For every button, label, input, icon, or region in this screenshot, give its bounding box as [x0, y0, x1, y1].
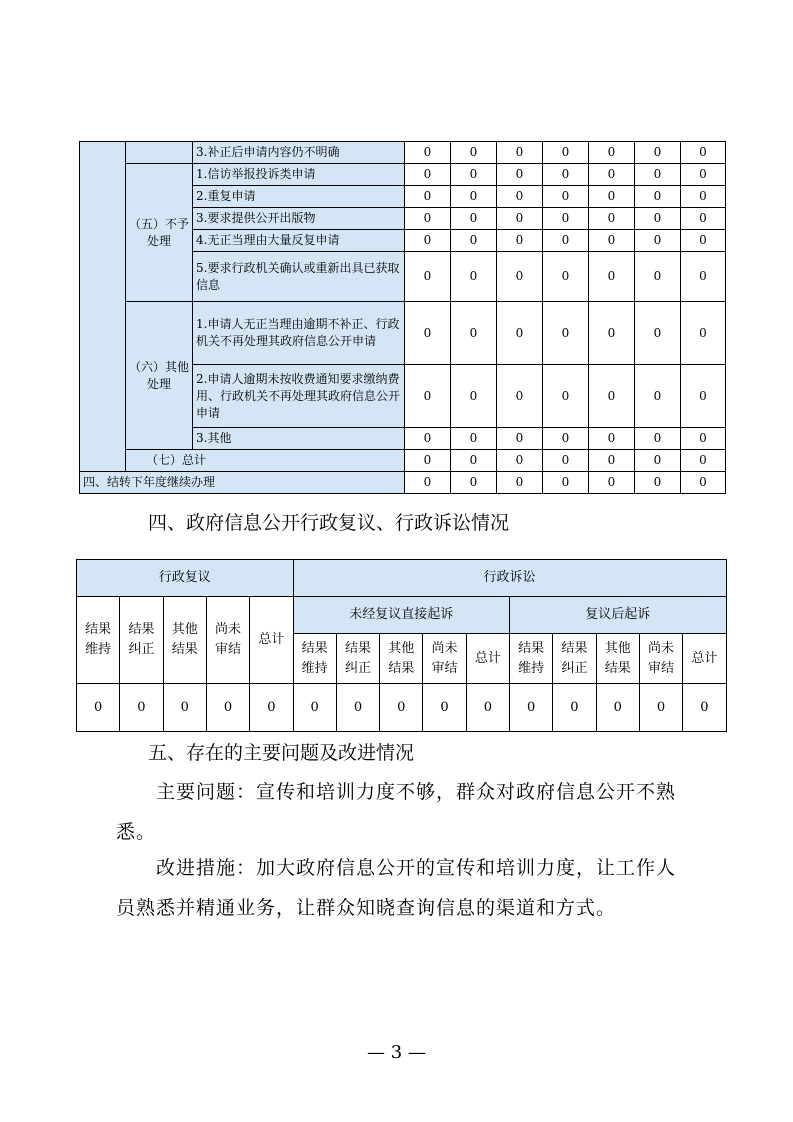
value-cell: 0 — [589, 208, 635, 230]
application-handling-table — [79, 141, 726, 494]
value-cell: 0 — [543, 365, 589, 428]
value-cell: 0 — [423, 684, 466, 732]
review-header: 行政复议 — [77, 560, 294, 597]
table-row — [80, 302, 726, 365]
value-cell: 0 — [543, 208, 589, 230]
value-cell: 0 — [451, 472, 497, 494]
value-cell: 0 — [405, 252, 451, 302]
value-cell: 0 — [543, 302, 589, 365]
total-row — [80, 450, 726, 472]
value-cell: 0 — [589, 472, 635, 494]
value-cell: 0 — [497, 164, 543, 186]
value-cell: 0 — [681, 142, 726, 164]
value-cell: 0 — [635, 302, 681, 365]
value-cell: 0 — [405, 472, 451, 494]
value-cell: 0 — [497, 142, 543, 164]
measures-paragraph — [116, 848, 676, 928]
row-label: 4.无正当理由大量反复申请 — [193, 230, 405, 252]
row-label: 2.申请人逾期未按收费通知要求缴纳费用、行政机关不再处理其政府信息公开申请 — [193, 365, 405, 428]
row-label: 2.重复申请 — [193, 186, 405, 208]
value-cell: 0 — [451, 142, 497, 164]
page-number: — 3 — — [367, 1042, 426, 1063]
review-col-header: 结果纠正 — [120, 597, 163, 684]
row-label: 1.信访举报投诉类申请 — [193, 164, 405, 186]
value-cell: 0 — [553, 684, 596, 732]
value-cell: 0 — [405, 365, 451, 428]
value-cell: 0 — [77, 684, 120, 732]
value-cell: 0 — [589, 142, 635, 164]
value-cell: 0 — [683, 684, 726, 732]
value-cell: 0 — [543, 186, 589, 208]
value-cell: 0 — [451, 230, 497, 252]
value-cell: 0 — [543, 230, 589, 252]
value-cell: 0 — [681, 208, 726, 230]
value-cell: 0 — [635, 186, 681, 208]
value-cell: 0 — [589, 365, 635, 428]
value-cell: 0 — [589, 428, 635, 450]
value-cell: 0 — [451, 186, 497, 208]
measures-text: 改进措施：加大政府信息公开的宣传和培训力度，让工作人员熟悉并精通业务，让群众知晓查询信息的渠道和方式。 — [116, 857, 677, 919]
row-label: 1.申请人无正当理由逾期不补正、行政机关不再处理其政府信息公开申请 — [193, 302, 405, 365]
value-cell: 0 — [681, 472, 726, 494]
value-cell: 0 — [163, 684, 206, 732]
value-cell: 0 — [206, 684, 249, 732]
value-cell: 0 — [405, 186, 451, 208]
litigation-col-header: 结果维持 — [510, 634, 553, 684]
value-cell: 0 — [543, 472, 589, 494]
value-cell: 0 — [497, 252, 543, 302]
litigation-col-header: 其他结果 — [596, 634, 639, 684]
value-cell: 0 — [451, 450, 497, 472]
value-cell: 0 — [543, 164, 589, 186]
problems-text: 主要问题：宣传和培训力度不够，群众对政府信息公开不熟悉。 — [116, 781, 677, 843]
value-cell: 0 — [293, 684, 336, 732]
row-label: 3.其他 — [193, 428, 405, 450]
value-cell: 0 — [497, 208, 543, 230]
value-cell: 0 — [543, 450, 589, 472]
value-cell: 0 — [681, 186, 726, 208]
value-cell: 0 — [497, 230, 543, 252]
litigation-col-header: 其他结果 — [380, 634, 423, 684]
value-cell: 0 — [120, 684, 163, 732]
value-cell: 0 — [635, 472, 681, 494]
value-cell: 0 — [405, 230, 451, 252]
row-label: 3.补正后申请内容仍不明确 — [193, 142, 405, 164]
value-cell: 0 — [681, 230, 726, 252]
litigation-col-header: 总计 — [466, 634, 509, 684]
value-cell: 0 — [543, 142, 589, 164]
value-cell: 0 — [681, 164, 726, 186]
value-cell: 0 — [466, 684, 509, 732]
value-cell: 0 — [451, 365, 497, 428]
review-col-header: 结果维持 — [77, 597, 120, 684]
litigation-col-header: 结果维持 — [293, 634, 336, 684]
table-row — [80, 142, 726, 164]
value-cell: 0 — [635, 208, 681, 230]
litigation-col-header: 尚未审结 — [639, 634, 682, 684]
review-col-header: 其他结果 — [163, 597, 206, 684]
value-cell: 0 — [543, 428, 589, 450]
value-cell: 0 — [451, 428, 497, 450]
group-label-other-processing: （六）其他处理 — [126, 302, 193, 450]
value-cell: 0 — [497, 472, 543, 494]
value-cell: 0 — [497, 365, 543, 428]
value-cell: 0 — [681, 450, 726, 472]
value-cell: 0 — [589, 164, 635, 186]
value-cell: 0 — [635, 365, 681, 428]
value-cell: 0 — [635, 252, 681, 302]
problems-paragraph — [116, 772, 676, 852]
value-cell: 0 — [589, 450, 635, 472]
litigation-col-header: 结果纠正 — [553, 634, 596, 684]
total-label: （七）总计 — [126, 450, 405, 472]
carryover-row — [80, 472, 726, 494]
litigation-col-header: 总计 — [683, 634, 726, 684]
category-blank-cell — [80, 142, 126, 472]
value-cell: 0 — [635, 230, 681, 252]
value-cell: 0 — [589, 252, 635, 302]
review-col-header: 尚未审结 — [206, 597, 249, 684]
value-cell: 0 — [543, 252, 589, 302]
value-cell: 0 — [596, 684, 639, 732]
review-litigation-table — [76, 559, 727, 732]
value-cell: 0 — [681, 252, 726, 302]
row-label: 3.要求提供公开出版物 — [193, 208, 405, 230]
value-cell: 0 — [635, 428, 681, 450]
value-cell: 0 — [639, 684, 682, 732]
section4-heading: 四、政府信息公开行政复议、行政诉讼情况 — [148, 512, 510, 534]
subcategory-blank-cell — [126, 142, 193, 164]
litigation-col-header: 结果纠正 — [336, 634, 379, 684]
section5-heading: 五、存在的主要问题及改进情况 — [148, 742, 415, 764]
value-cell: 0 — [681, 302, 726, 365]
review-col-header: 总计 — [250, 597, 293, 684]
value-cell: 0 — [681, 365, 726, 428]
value-cell: 0 — [635, 450, 681, 472]
group-label-no-processing: （五）不予处理 — [126, 164, 193, 302]
value-cell: 0 — [451, 164, 497, 186]
value-cell: 0 — [681, 428, 726, 450]
after-review-header: 复议后起诉 — [510, 597, 727, 634]
value-cell: 0 — [589, 302, 635, 365]
table-row — [80, 164, 726, 186]
value-cell: 0 — [635, 142, 681, 164]
row-label: 5.要求行政机关确认或重新出具已获取信息 — [193, 252, 405, 302]
value-cell: 0 — [405, 208, 451, 230]
value-cell: 0 — [635, 164, 681, 186]
value-cell: 0 — [589, 186, 635, 208]
litigation-col-header: 尚未审结 — [423, 634, 466, 684]
value-cell: 0 — [336, 684, 379, 732]
value-cell: 0 — [497, 428, 543, 450]
value-cell: 0 — [380, 684, 423, 732]
value-cell: 0 — [405, 142, 451, 164]
value-cell: 0 — [497, 450, 543, 472]
value-cell: 0 — [510, 684, 553, 732]
value-cell: 0 — [405, 302, 451, 365]
value-cell: 0 — [451, 302, 497, 365]
value-cell: 0 — [497, 186, 543, 208]
value-cell: 0 — [451, 208, 497, 230]
value-cell: 0 — [497, 302, 543, 365]
value-cell: 0 — [405, 428, 451, 450]
value-cell: 0 — [405, 450, 451, 472]
direct-litigation-header: 未经复议直接起诉 — [293, 597, 509, 634]
litigation-header: 行政诉讼 — [293, 560, 726, 597]
value-cell: 0 — [451, 252, 497, 302]
value-cell: 0 — [589, 230, 635, 252]
value-cell: 0 — [250, 684, 293, 732]
value-cell: 0 — [405, 164, 451, 186]
carryover-label: 四、结转下年度继续办理 — [80, 472, 405, 494]
